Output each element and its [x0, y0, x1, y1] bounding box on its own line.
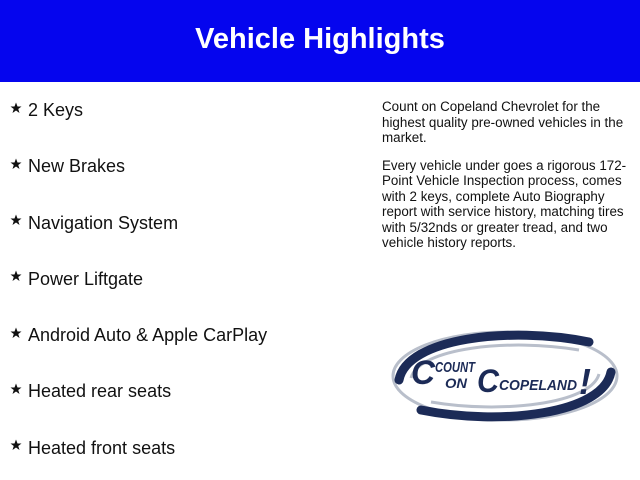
list-item [10, 436, 350, 461]
highlights-list [10, 98, 350, 480]
highlight-label: 2 Keys [28, 100, 84, 120]
highlight-label: Heated front seats [28, 437, 176, 458]
logo-graphic [389, 328, 621, 424]
logo-text-exclaim: ! [579, 361, 591, 402]
logo-text-on: ON [445, 375, 468, 391]
header-banner [0, 0, 640, 82]
page-title: Vehicle Highlights [195, 22, 445, 55]
star-icon [10, 214, 22, 226]
list-item [10, 267, 350, 292]
list-item [10, 211, 350, 236]
list-item [10, 154, 350, 179]
dealer-description [382, 99, 634, 263]
star-icon [10, 270, 22, 282]
star-icon [10, 383, 22, 395]
highlight-label: Android Auto & Apple CarPlay [28, 325, 268, 346]
star-icon [10, 327, 22, 339]
count-on-copeland-logo [389, 328, 621, 424]
svg-text:C: C [477, 363, 500, 399]
description-paragraph: Count on Copeland Chevrolet for the highest quality pre-owned vehicles in the market. [382, 99, 624, 145]
svg-text:C: C [411, 354, 436, 392]
highlight-label: Power Liftgate [28, 268, 144, 289]
highlight-label: Heated rear seats [28, 381, 172, 402]
list-item [10, 323, 350, 348]
star-icon [10, 102, 22, 114]
highlight-label: Navigation System [28, 212, 179, 233]
list-item [10, 379, 350, 404]
logo-text-copeland: COPELAND [499, 377, 578, 394]
description-paragraph: Every vehicle under goes a rigorous 172-Point Vehicle Inspection process, comes with 2 keys, complete Auto Biography report with service history, matching tires with 5/32nds or greater tread, and two vehicle history reports. [382, 157, 627, 250]
logo-text-count: COUNT [435, 359, 477, 376]
list-item [10, 98, 350, 123]
highlight-label: New Brakes [28, 156, 126, 177]
star-icon [10, 158, 22, 170]
star-icon [10, 439, 22, 451]
